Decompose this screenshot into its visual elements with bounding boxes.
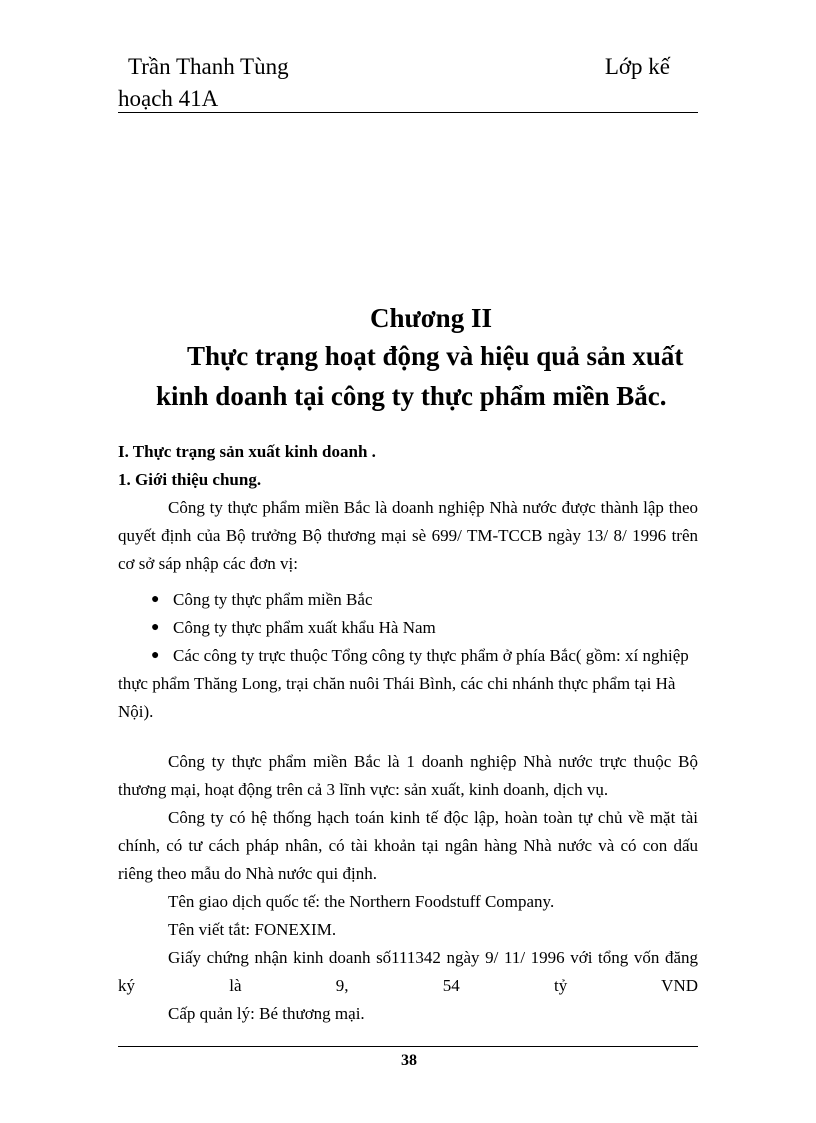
bullet-icon: ● xyxy=(151,648,160,663)
header-author: Trần Thanh Tùng xyxy=(128,54,289,79)
paragraph-trade-name: Tên giao dịch quốc tế: the Northern Foodstuff Company. xyxy=(168,892,555,911)
list-item xyxy=(118,586,698,614)
bullet-icon: ● xyxy=(151,592,160,607)
list-item xyxy=(118,614,698,642)
page-header xyxy=(128,52,670,86)
list-item-text: Công ty thực phẩm miền Bắc xyxy=(173,590,373,609)
chapter-subtitle-line2: kinh doanh tại công ty thực phẩm miền Bắc. xyxy=(156,381,667,411)
list-item-text: Các công ty trực thuộc Tổng công ty thực phẩm ở phía Bắc( gồm: xí nghiệp thực phẩm Thăng Long, trại chăn nuôi Thái Bình, các chi nhánh thực phẩm tại Hà Nội). xyxy=(118,646,689,721)
merged-units-list xyxy=(118,586,698,726)
page-number: 38 xyxy=(401,1052,417,1069)
subsection-heading: 1. Giới thiệu chung. xyxy=(118,470,262,489)
paragraph-accounting: Công ty có hệ thống hạch toán kinh tế độc lập, hoàn toàn tự chủ về mặt tài chính, có tư cách pháp nhân, có tài khoản tại ngân hàng Nhà nước và có con dấu riêng theo mẫu do Nhà nước qui định. xyxy=(118,808,698,883)
spacer xyxy=(118,734,698,748)
footer-divider xyxy=(118,1046,698,1047)
section-heading: I. Thực trạng sản xuất kinh doanh . xyxy=(118,442,376,461)
paragraph-abbreviation: Tên viết tắt: FONEXIM. xyxy=(168,920,337,939)
list-item xyxy=(118,642,698,726)
header-divider xyxy=(118,112,698,113)
body-content xyxy=(118,438,698,1028)
bullet-icon: ● xyxy=(151,620,160,635)
paragraph-overview: Công ty thực phẩm miền Bắc là 1 doanh nghiệp Nhà nước trực thuộc Bộ thương mại, hoạt động trên cả 3 lĩnh vực: sản xuất, kinh doanh, dịch vụ. xyxy=(118,752,698,799)
chapter-subtitle-line1: Thực trạng hoạt động và hiệu quả sản xuất xyxy=(187,341,684,371)
header-class-part2: hoạch 41A xyxy=(118,86,219,111)
paragraph-management-level: Cấp quản lý: Bé thương mại. xyxy=(168,1004,365,1023)
list-item-text: Công ty thực phẩm xuất khẩu Hà Nam xyxy=(173,618,436,637)
header-class-part1: Lớp kế xyxy=(604,54,670,79)
chapter-title: Chương II xyxy=(370,303,492,333)
paragraph-business-license: Giấy chứng nhận kinh doanh số111342 ngày 9/ 11/ 1996 với tổng vốn đăng ký là 9, 54 tỷ VND xyxy=(118,948,698,995)
intro-paragraph: Công ty thực phẩm miền Bắc là doanh nghiệp Nhà nước được thành lập theo quyết định của Bộ trưởng Bộ thương mại sè 699/ TM-TCCB ngày 13/ 8/ 1996 trên cơ sở sáp nhập các đơn vị: xyxy=(118,498,698,573)
